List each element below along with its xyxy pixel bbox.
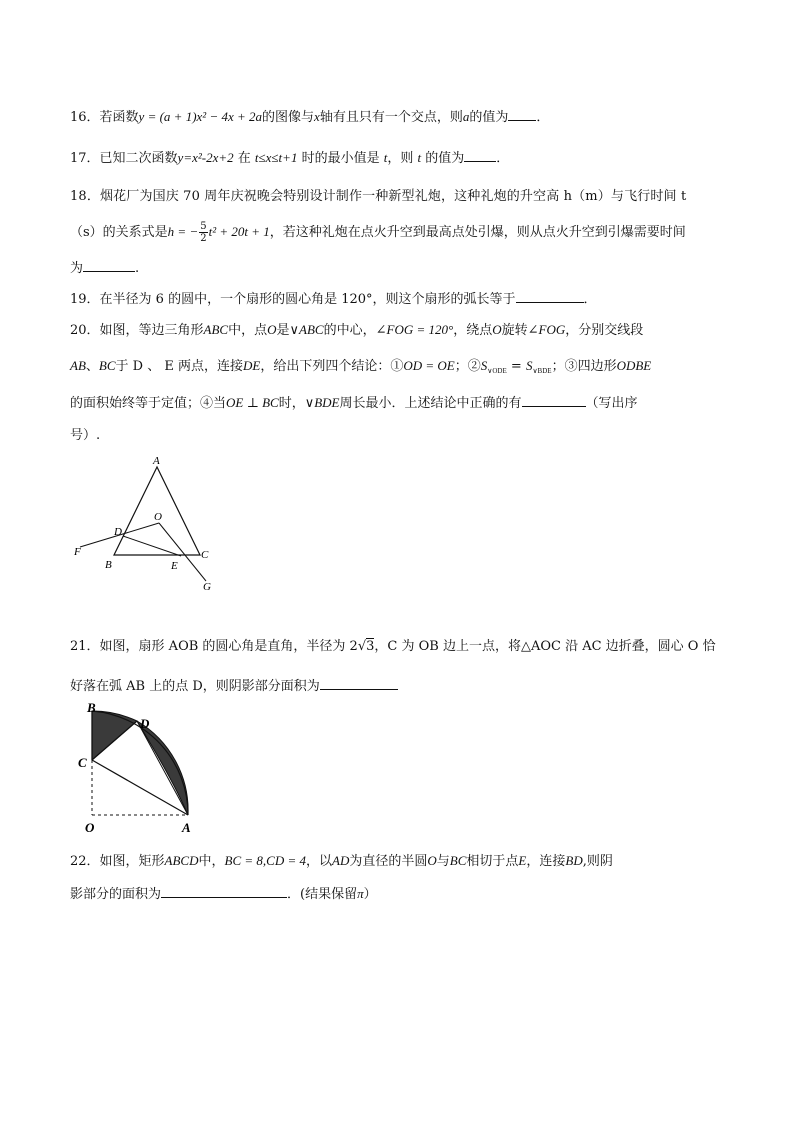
label-g: G [203, 581, 211, 593]
q17-prefix: 17．已知二次函数 [70, 151, 178, 166]
q21-text: 21．如图，扇形 AOB 的圆心角是直角，半径为 2 [70, 639, 358, 654]
q20-text: 于 D 、 E 两点，连接 [115, 359, 243, 374]
q16-text: 的图像与 [262, 110, 315, 125]
q18-suffix: ，若这种礼炮在点火升空到最高点处引爆，则从点火升空到引爆需要时间 [269, 225, 686, 240]
q21-text: ，C 为 OB 边上一点，将△AOC 沿 AC 边折叠，圆心 O 恰 [374, 639, 716, 654]
q16-a-var: a [462, 109, 470, 124]
q18-prefix: （s）的关系式是 [70, 225, 168, 240]
q20-bde: ∨BDE [304, 395, 340, 410]
q17-text: 在 [233, 151, 255, 166]
q18-line1: 18．烟花厂为国庆 70 周年庆祝晚会特别设计制作一种新型礼炮，这种礼炮的升空高 h（m）与飞行时间 t [70, 189, 687, 204]
question-20-line-1 [70, 320, 643, 341]
q22-text: 中， [198, 854, 225, 869]
q22-ad: AD [332, 853, 350, 868]
q20-text: 的中心， [323, 323, 376, 338]
q22-bc: BC [449, 853, 467, 868]
q22-text: 22．如图，矩形 [70, 854, 165, 869]
q20-o: O [492, 322, 502, 337]
q20-area-s2-sub: ∨BDE [532, 367, 552, 375]
q22-o: O [427, 853, 437, 868]
q22-text: ,则阴 [582, 854, 613, 869]
q20-text: 、 [85, 359, 99, 374]
question-17 [70, 148, 509, 169]
q20-text: 是 [276, 323, 290, 338]
label-o: O [85, 820, 95, 835]
q22-text: 与 [436, 854, 450, 869]
q20-text: 时， [278, 396, 305, 411]
q17-t-var: t [383, 150, 388, 165]
question-20-line-4 [70, 426, 100, 446]
q19-text: 19．在半径为 6 的圆中，一个扇形的圆心角是 120°，则这个扇形的弧长等于 [70, 292, 516, 307]
q20-o: O [267, 322, 277, 337]
q20-text: 旋转 [501, 323, 528, 338]
answer-blank[interactable] [161, 884, 287, 898]
q22-text: ） [363, 887, 377, 902]
q22-text: 影部分的面积为 [70, 887, 162, 902]
q20-de: DE [242, 358, 261, 373]
q20-text: 20．如图，等边三角形 [70, 323, 204, 338]
label-a: A [182, 820, 191, 835]
q20-text: ，分别交线段 [565, 323, 644, 338]
answer-blank[interactable] [522, 393, 586, 407]
q22-e: E [518, 853, 527, 868]
q16-text: 轴有且只有一个交点，则 [319, 110, 463, 125]
q18-fraction [199, 221, 207, 244]
q20-triangle: ∨ABC [289, 322, 324, 337]
q22-text: ，以 [305, 854, 332, 869]
label-e: E [171, 560, 178, 572]
answer-blank[interactable] [516, 289, 584, 303]
label-f: F [74, 546, 81, 558]
question-21-line-1 [70, 637, 716, 657]
label-d: D [114, 526, 122, 538]
q16-x-var: x [314, 109, 320, 124]
q22-text: 相切于点 [466, 854, 519, 869]
q20-odbe: ODBE [616, 358, 652, 373]
fraction-denominator: 2 [200, 233, 207, 244]
answer-blank[interactable] [508, 107, 536, 121]
q22-text: ．(结果保留 [287, 887, 358, 902]
q20-claim1: OD = OE [403, 358, 455, 373]
q20-eq: = [506, 359, 526, 374]
label-c: C [78, 755, 87, 770]
label-a: A [153, 455, 160, 467]
figure-20-triangle [60, 450, 240, 600]
q22-abcd: ABCD [164, 853, 199, 868]
q20-text: 周长最小．上述结论中正确的有 [339, 396, 522, 411]
q17-suffix: 的值为 [421, 151, 465, 166]
q20-ab: AB [70, 358, 86, 373]
q17-range: t≤x≤t+1 [254, 150, 298, 165]
q18-formula-left: h = − [167, 224, 199, 239]
q20-angle: ∠FOG [527, 322, 566, 337]
question-21-line-2 [70, 676, 398, 697]
answer-blank[interactable] [320, 676, 398, 690]
label-c: C [201, 549, 209, 561]
q20-area-s1-sub: ∨ODE [487, 367, 507, 375]
question-18-line-1 [70, 187, 686, 207]
q22-text: ，连接 [526, 854, 566, 869]
q22-pi: π [357, 886, 364, 901]
shaded-region-bd [92, 711, 137, 760]
q20-abc: ABC [203, 322, 229, 337]
q18-line3: 为 [70, 261, 84, 276]
q20-text: ；② [454, 359, 481, 374]
q17-t-var: t [417, 150, 422, 165]
q20-text: 的面积始终等于定值；④当 [70, 396, 227, 411]
q17-text: 时的最小值是 [297, 151, 384, 166]
label-o: O [154, 511, 162, 523]
q22-text: 为直径的半圆 [349, 854, 428, 869]
q16-formula: y = (a + 1)x² − 4x + 2a [138, 109, 263, 124]
label-b: B [105, 559, 112, 571]
q20-area-s2: S [525, 358, 533, 373]
q20-text: 中，点 [228, 323, 268, 338]
q21-sqrt-value: 3 [366, 639, 375, 654]
q17-end: ． [496, 151, 510, 166]
q18-formula-right: t² + 20t + 1 [208, 224, 270, 239]
question-18-line-3 [70, 258, 139, 279]
q20-text: ，给出下列四个结论：① [260, 359, 404, 374]
q16-prefix: 16．若函数 [70, 110, 139, 125]
figure-21-sector [78, 698, 208, 838]
question-20-line-2 [70, 356, 651, 381]
q18-end: . [135, 261, 140, 276]
q20-angle: ∠FOG = 120° [375, 322, 454, 337]
q22-condition: BC = 8,CD = 4 [224, 853, 306, 868]
q20-text: ；③四边形 [551, 359, 617, 374]
question-22-line-1 [70, 851, 613, 872]
q19-end: ． [583, 292, 597, 307]
q22-bd: BD [565, 853, 583, 868]
fraction-numerator: 5 [200, 221, 207, 232]
label-d: D [140, 716, 150, 731]
answer-blank[interactable] [83, 258, 135, 272]
question-18-line-2 [70, 219, 686, 246]
q16-suffix: 的值为 [469, 110, 509, 125]
q21-text: 好落在弧 AB 上的点 D，则阴影部分面积为 [70, 679, 320, 694]
question-22-line-2 [70, 884, 377, 905]
q20-text: 号）. [70, 428, 101, 443]
q17-text: ，则 [387, 151, 418, 166]
question-20-line-3 [70, 393, 638, 414]
question-19 [70, 289, 597, 310]
q16-end: ． [536, 110, 550, 125]
q17-formula: y=x²-2x+2 [177, 150, 234, 165]
question-16 [70, 107, 549, 128]
answer-blank[interactable] [464, 148, 496, 162]
label-b: B [87, 700, 96, 715]
q20-bc: BC [98, 358, 116, 373]
q20-text: ，绕点 [453, 323, 493, 338]
q20-area-s1: S [480, 358, 488, 373]
q20-perp: OE ⊥ BC [226, 395, 279, 410]
q20-text: （写出序 [585, 396, 638, 411]
sqrt-symbol: √ [357, 639, 367, 654]
